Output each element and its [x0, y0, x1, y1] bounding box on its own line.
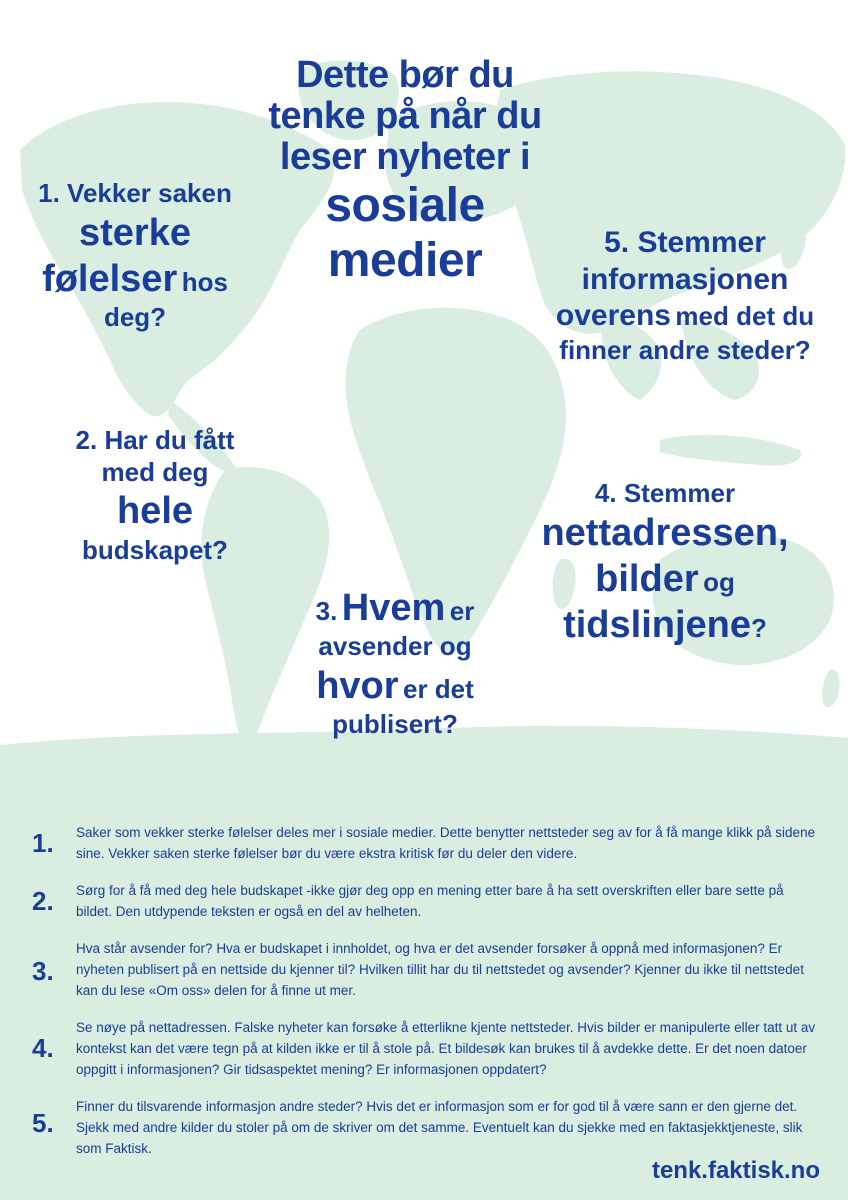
q4-part-b: nettadressen,	[541, 511, 789, 554]
q3-part-g: publisert?	[332, 709, 458, 740]
q4-part-e: tidslinjene	[563, 604, 752, 647]
q5-part-c: overens	[555, 299, 671, 333]
map-new-zealand	[822, 670, 839, 708]
question-5	[520, 225, 848, 367]
q1-part-a: 1. Vekker saken	[38, 178, 232, 208]
question-1	[10, 178, 260, 334]
q3-part-a: 3.	[315, 596, 338, 626]
q5-part-d: med det du	[675, 301, 815, 332]
title-line-3: leser nyheter i	[279, 136, 531, 179]
title-line-1: Dette bør du	[296, 54, 514, 96]
question-3	[270, 585, 520, 741]
q3-part-c: er	[449, 596, 475, 626]
q5-part-a: 5. Stemmer	[604, 226, 766, 259]
q3-part-d: avsender og	[318, 631, 472, 662]
item-text: Hva står avsender for? Hva er budskapet i innholdet, og hva er det avsender forsøker å oppnå med informasjonen? Er nyheten publisert på en nettside du kjenner til? Hvilken tillit har du til nettstedet og avsender? Kjenner du ikke til nettstedet kan du lese «Om oss» delen for å finne ut mer.	[76, 941, 804, 998]
item-number: 2.	[32, 886, 54, 916]
map-indonesia	[660, 435, 801, 466]
q3-part-e: hvor	[316, 665, 399, 708]
q3-part-b: Hvem	[341, 587, 446, 629]
q4-part-d: og	[703, 567, 735, 598]
item-text: Se nøye på nettadressen. Falske nyheter kan forsøke å etterlikne kjente nettsteder. Hvis bilder er manipulerte eller tatt ut av kontekst kan det være tegn på at kilden ikke er til å stole på. Et bildesøk kan brukes til å avdekke dette. Er det noen datoer oppgitt i informasjonen? Gir tidsaspektet mening? Er informasjonen oppdatert?	[76, 1020, 816, 1077]
item-text: Finner du tilsvarende informasjon andre steder? Hvis det er informasjon som er for god til å være sann er den gjerne det. Sjekk med andre kilder du stoler på om de skriver om det samme. Eventuelt kan du sjekke med en faktasjekktjeneste, slik som Faktisk.	[76, 1099, 803, 1156]
q1-part-c: følelser	[42, 258, 178, 301]
q1-part-d: hos	[181, 267, 228, 298]
q2-part-a: 2. Har du fått	[75, 425, 235, 455]
item-number: 3.	[32, 956, 54, 986]
q5-part-e: finner andre steder?	[559, 334, 811, 365]
item-text: Saker som vekker sterke følelser deles mer i sosiale medier. Dette benytter nettsteder seg av for å få mange klikk på sidene sine. Vekker saken sterke følelser bør du være ekstra kritisk før du deler den videre.	[76, 825, 816, 861]
item-number: 4.	[32, 1033, 54, 1063]
q4-part-c: bilder	[595, 558, 699, 601]
item-text: Sørg for å få med deg hele budskapet -ikke gjør deg opp en mening etter bare å ha sett overskriften eller bare sette på bildet. Den utdypende teksten er også en del av helheten.	[76, 883, 784, 919]
item-number: 1.	[32, 828, 54, 858]
question-2	[30, 425, 280, 567]
item-number: 5.	[32, 1108, 54, 1138]
q5-part-b: informasjonen	[581, 262, 789, 296]
q4-part-a: 4. Stemmer	[594, 478, 736, 508]
q2-part-b: med deg	[101, 456, 209, 487]
title-line-2: tenke på når du	[268, 95, 542, 138]
title-line-5: medier	[327, 234, 483, 288]
q4-part-f: ?	[751, 613, 767, 644]
website-link[interactable]: tenk.faktisk.no	[651, 1157, 820, 1184]
title-line-4: sosiale	[325, 179, 485, 233]
question-4	[520, 478, 810, 649]
q1-part-b: sterke	[79, 211, 191, 254]
q3-part-f: er det	[403, 674, 474, 705]
q2-part-c: hele	[116, 490, 194, 533]
q2-part-d: budskapet?	[82, 534, 228, 565]
q1-part-e: deg?	[103, 302, 167, 333]
